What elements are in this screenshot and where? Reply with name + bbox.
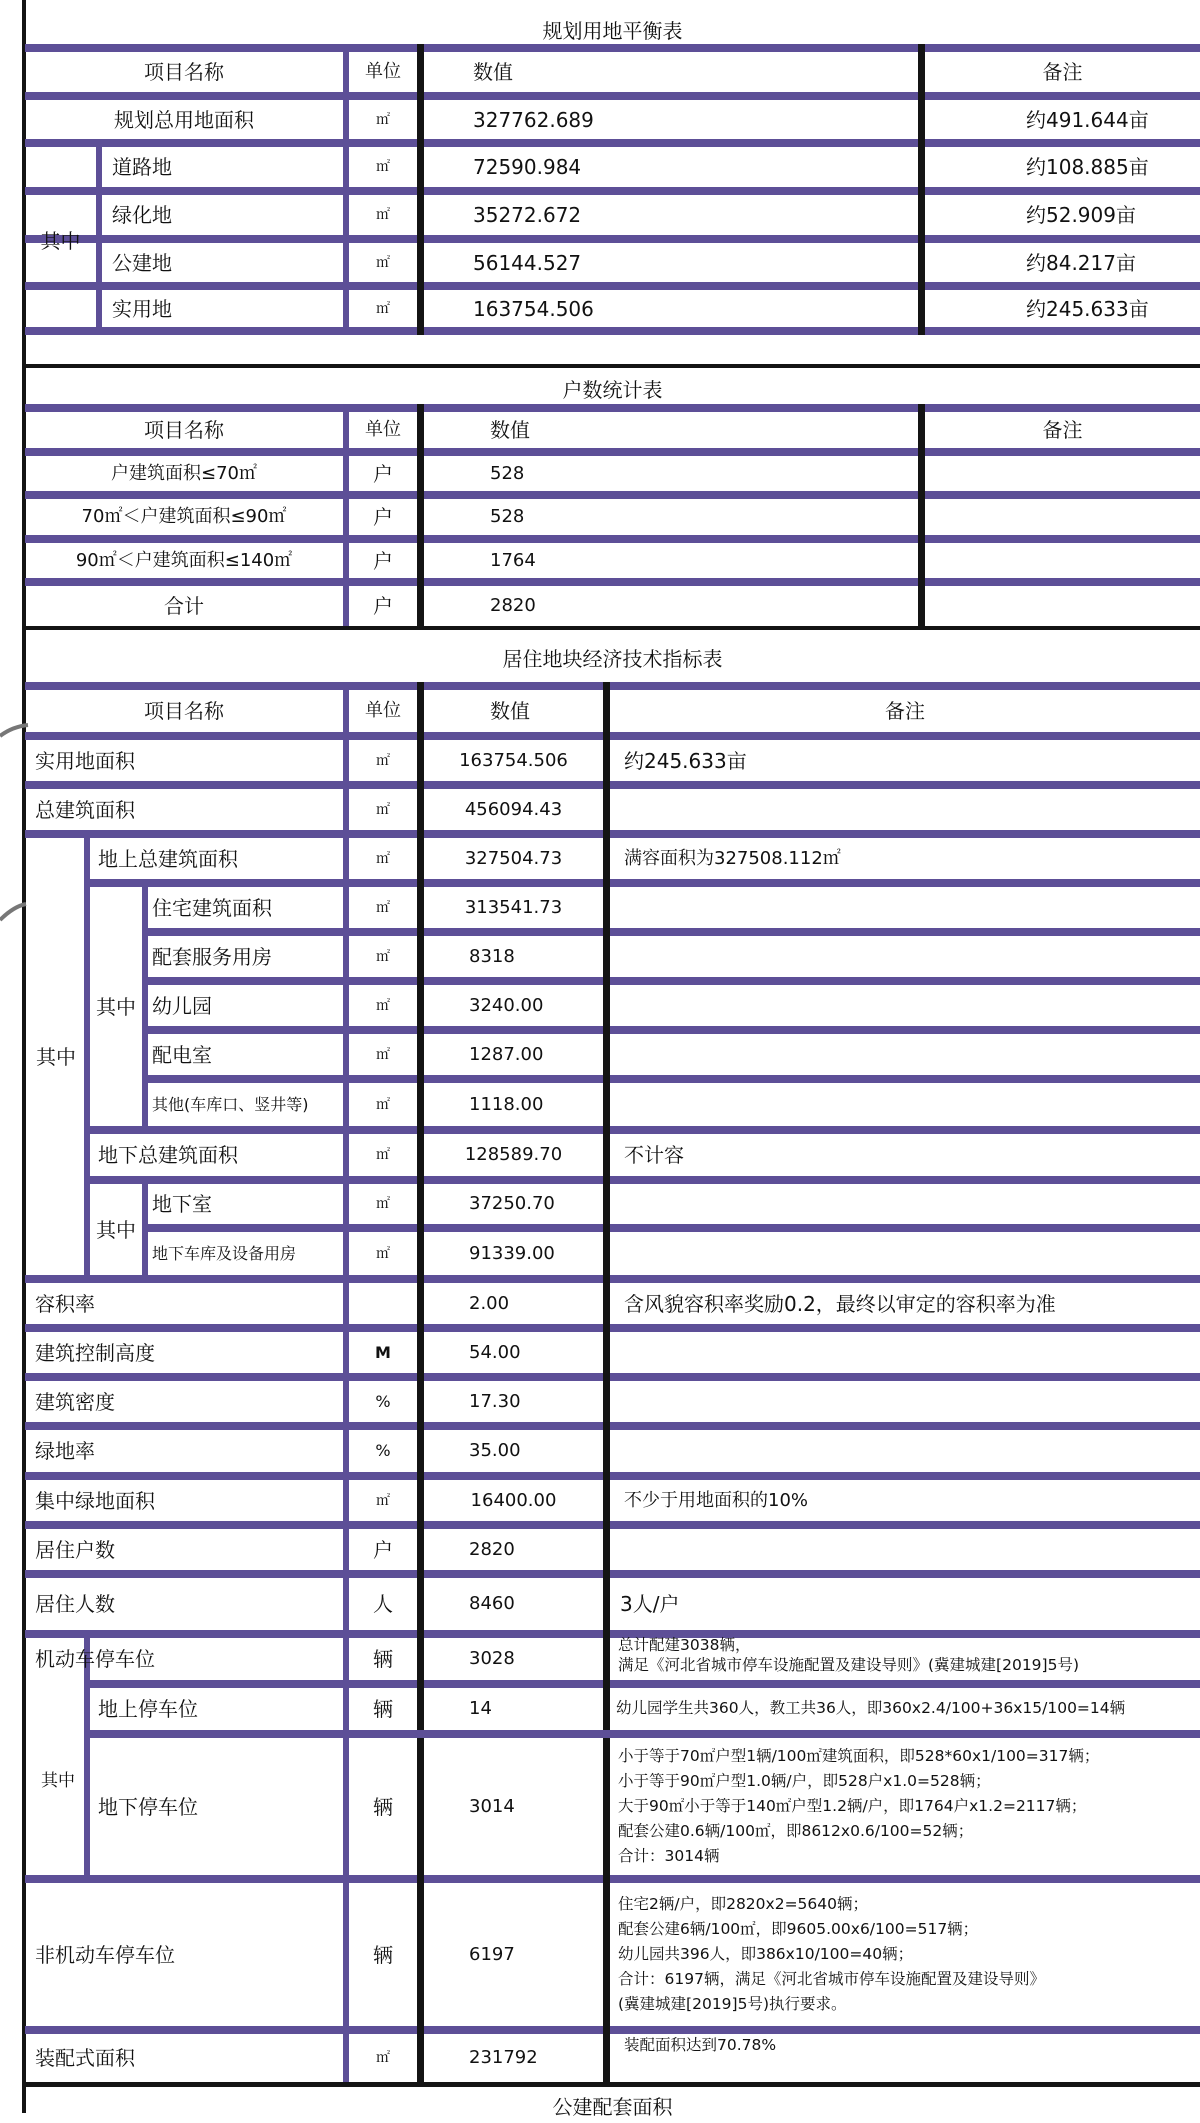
non-motor-note: [618, 1883, 1200, 2026]
note-line: 合计：3014辆: [618, 1847, 720, 1865]
land-row-unit: ㎡: [376, 254, 390, 271]
residential-label: 住宅建筑面积: [152, 895, 272, 920]
green-rate-label: 绿地率: [35, 1439, 95, 1463]
above-total-note: 满容面积为327508.112㎡: [624, 847, 841, 869]
residents-value: 8460: [469, 1593, 515, 1614]
height-label: 建筑控制高度: [35, 1340, 155, 1365]
tech-header-name: 项目名称: [144, 699, 224, 723]
household-row-value: 1764: [490, 549, 536, 571]
under-total-label: 地下总建筑面积: [98, 1143, 238, 1167]
qizhong-inner-label: 其中: [96, 1217, 136, 1242]
kindergarten-label: 幼儿园: [152, 993, 212, 1018]
non-motor-unit: 辆: [373, 1942, 393, 1967]
household-header-note: 备注: [1042, 418, 1083, 442]
under-parking-value: 3014: [469, 1795, 515, 1817]
residential-unit: ㎡: [376, 899, 390, 916]
household-row-value: 528: [490, 506, 525, 527]
height-unit: M: [375, 1342, 391, 1362]
land-row-name: 实用地: [112, 296, 172, 321]
motor-parking-value: 3028: [469, 1648, 515, 1669]
household-header-unit: 单位: [365, 419, 401, 440]
household-row-unit: 户: [373, 594, 393, 618]
land-total-value: 327762.689: [473, 107, 594, 132]
service-unit: ㎡: [376, 948, 390, 965]
household-row-name: 合计: [164, 594, 204, 618]
residents-label: 居住人数: [35, 1592, 115, 1616]
note-line: 小于等于70㎡户型1辆/100㎡建筑面积，即528*60x1/100=317辆；: [618, 1747, 1100, 1765]
household-row-unit: 户: [373, 505, 393, 529]
under-garage-value: 91339.00: [469, 1242, 555, 1264]
land-row-unit: ㎡: [376, 207, 390, 223]
note-line: 满足《河北省城市停车设施配置及建设导则》(冀建城建[2019]5号): [618, 1656, 1079, 1674]
household-header-name: 项目名称: [144, 418, 224, 442]
prefab-unit: ㎡: [376, 2050, 390, 2066]
usable-area-unit: ㎡: [376, 752, 390, 769]
prefab-value: 231792: [469, 2047, 538, 2068]
green-rate-unit: %: [375, 1441, 391, 1460]
above-total-unit: ㎡: [376, 850, 390, 867]
central-green-label: 集中绿地面积: [35, 1488, 155, 1513]
land-row-name: 道路地: [112, 155, 172, 179]
qizhong-inner-label: 其中: [96, 994, 136, 1019]
under-parking-unit: 辆: [373, 1794, 393, 1819]
kindergarten-unit: ㎡: [376, 997, 390, 1014]
residents-note: 3人/户: [620, 1592, 680, 1616]
household-header-value: 数值: [490, 418, 530, 442]
land-row-value: 56144.527: [473, 250, 582, 275]
far-unit: [349, 1283, 417, 1324]
note-line: 配套公建6辆/100㎡，即9605.00x6/100=517辆；: [618, 1920, 979, 1938]
note-line: 住宅2辆/户，即2820x2=5640辆；: [618, 1895, 868, 1913]
far-label: 容积率: [35, 1291, 95, 1316]
land-group-label: 其中: [40, 229, 81, 253]
central-green-value: 16400.00: [470, 1489, 557, 1511]
density-value: 17.30: [469, 1390, 521, 1412]
land-header-value: 数值: [473, 60, 513, 84]
tech-table-title: 居住地块经济技术指标表: [502, 647, 723, 671]
households-unit: 户: [373, 1537, 393, 1562]
motor-parking-unit: 辆: [373, 1647, 393, 1671]
under-total-unit: ㎡: [376, 1147, 390, 1163]
non-motor-label: 非机动车停车位: [35, 1942, 175, 1967]
total-build-value: 456094.43: [464, 798, 563, 820]
basement-unit: ㎡: [376, 1196, 390, 1212]
ground-parking-unit: 辆: [373, 1697, 393, 1721]
ground-parking-label: 地上停车位: [98, 1697, 198, 1721]
under-total-note: 不计容: [624, 1143, 684, 1167]
land-table-title: 规划用地平衡表: [542, 19, 683, 43]
under-parking-note: [618, 1738, 1200, 1875]
service-value: 8318: [469, 945, 515, 967]
power-room-value: 1287.00: [469, 1043, 544, 1065]
land-row-value: 72590.984: [473, 155, 582, 179]
tech-header-unit: 单位: [365, 700, 401, 721]
power-room-label: 配电室: [152, 1042, 212, 1067]
basement-value: 37250.70: [469, 1193, 555, 1214]
under-garage-unit: ㎡: [376, 1245, 390, 1262]
service-label: 配套服务用房: [152, 944, 272, 969]
above-total-label: 地上总建筑面积: [98, 846, 238, 871]
ground-parking-note: 幼儿园学生共360人，教工共36人，即360x2.4/100+36x15/100=14辆: [616, 1699, 1126, 1718]
total-build-label: 总建筑面积: [35, 797, 135, 822]
land-row-value: 35272.672: [473, 203, 582, 227]
others-label: 其他(车库口、竖井等): [152, 1094, 309, 1114]
household-row-name: 70㎡＜户建筑面积≤90㎡: [81, 506, 287, 527]
central-green-unit: ㎡: [376, 1492, 390, 1509]
central-green-note: 不少于用地面积的10%: [624, 1489, 809, 1511]
land-total-unit: ㎡: [376, 111, 390, 128]
note-line: 幼儿园共396人，即386x10/100=40辆；: [618, 1945, 914, 1963]
residential-value: 313541.73: [464, 896, 563, 918]
height-value: 54.00: [469, 1341, 521, 1363]
usable-area-note: 约245.633亩: [624, 748, 747, 773]
ground-parking-value: 14: [469, 1698, 492, 1719]
above-total-value: 327504.73: [464, 847, 563, 869]
land-row-unit: ㎡: [376, 159, 390, 175]
usable-area-label: 实用地面积: [35, 748, 135, 773]
land-row-note: 约84.217亩: [1026, 250, 1136, 275]
power-room-unit: ㎡: [376, 1046, 390, 1063]
note-line: 小于等于90㎡户型1.0辆/户，即528户x1.0=528辆；: [618, 1772, 991, 1790]
tech-header-value: 数值: [490, 699, 530, 723]
land-row-note: 约108.885亩: [1026, 155, 1149, 179]
land-header-name: 项目名称: [144, 60, 224, 84]
land-header-unit: 单位: [365, 61, 401, 82]
household-row-name: 90㎡＜户建筑面积≤140㎡: [75, 549, 293, 571]
land-total-note: 约491.644亩: [1026, 107, 1149, 132]
households-label: 居住户数: [35, 1537, 115, 1562]
land-total-name: 规划总用地面积: [114, 107, 254, 132]
motor-parking-note: [618, 1630, 1200, 1680]
note-line: (冀建城建[2019]5号)执行要求。: [618, 1995, 847, 2013]
land-row-note: 约245.633亩: [1026, 296, 1149, 321]
motor-parking-label: 机动车停车位: [35, 1647, 155, 1671]
land-row-name: 公建地: [112, 250, 172, 275]
basement-label: 地下室: [152, 1192, 212, 1216]
non-motor-value: 6197: [469, 1943, 515, 1965]
next-table-title: 公建配套面积: [552, 2097, 673, 2119]
prefab-label: 装配式面积: [35, 2046, 135, 2070]
household-row-unit: 户: [373, 461, 393, 486]
land-row-value: 163754.506: [473, 296, 594, 321]
others-value: 1118.00: [469, 1093, 544, 1115]
kindergarten-value: 3240.00: [469, 994, 544, 1016]
land-row-name: 绿化地: [112, 203, 172, 227]
usable-area-value: 163754.506: [459, 749, 568, 771]
households-value: 2820: [469, 1538, 515, 1560]
land-row-unit: ㎡: [376, 300, 390, 317]
under-garage-label: 地下车库及设备用房: [152, 1243, 297, 1263]
others-unit: ㎡: [376, 1096, 390, 1113]
density-label: 建筑密度: [35, 1389, 115, 1414]
density-unit: %: [375, 1391, 391, 1411]
far-value: 2.00: [469, 1292, 510, 1314]
household-row-name: 户建筑面积≤70㎡: [111, 462, 257, 484]
far-note: 含风貌容积率奖励0.2，最终以审定的容积率为准: [624, 1291, 1056, 1316]
residents-unit: 人: [373, 1592, 393, 1616]
household-table-title: 户数统计表: [562, 378, 663, 402]
note-line: 大于90㎡小于等于140㎡户型1.2辆/户，即1764户x1.2=2117辆；: [618, 1797, 1087, 1815]
note-line: 配套公建0.6辆/100㎡，即8612x0.6/100=52辆；: [618, 1822, 974, 1840]
household-row-value: 528: [490, 462, 525, 484]
qizhong-outer-label: 其中: [36, 1044, 76, 1069]
household-row-unit: 户: [373, 548, 393, 573]
note-line: 总计配建3038辆，: [618, 1636, 751, 1654]
under-total-value: 128589.70: [464, 1144, 563, 1165]
qizhong-parking-label: 其中: [41, 1771, 75, 1791]
household-row-value: 2820: [490, 595, 536, 616]
tech-header-note: 备注: [885, 699, 925, 723]
under-parking-label: 地下停车位: [98, 1794, 198, 1819]
green-rate-value: 35.00: [469, 1440, 521, 1461]
note-line: 合计：6197辆，满足《河北省城市停车设施配置及建设导则》: [618, 1970, 1045, 1988]
total-build-unit: ㎡: [376, 801, 390, 818]
land-row-note: 约52.909亩: [1026, 203, 1136, 227]
land-header-note: 备注: [1042, 60, 1083, 84]
prefab-note: 装配面积达到70.78%: [624, 2036, 777, 2055]
